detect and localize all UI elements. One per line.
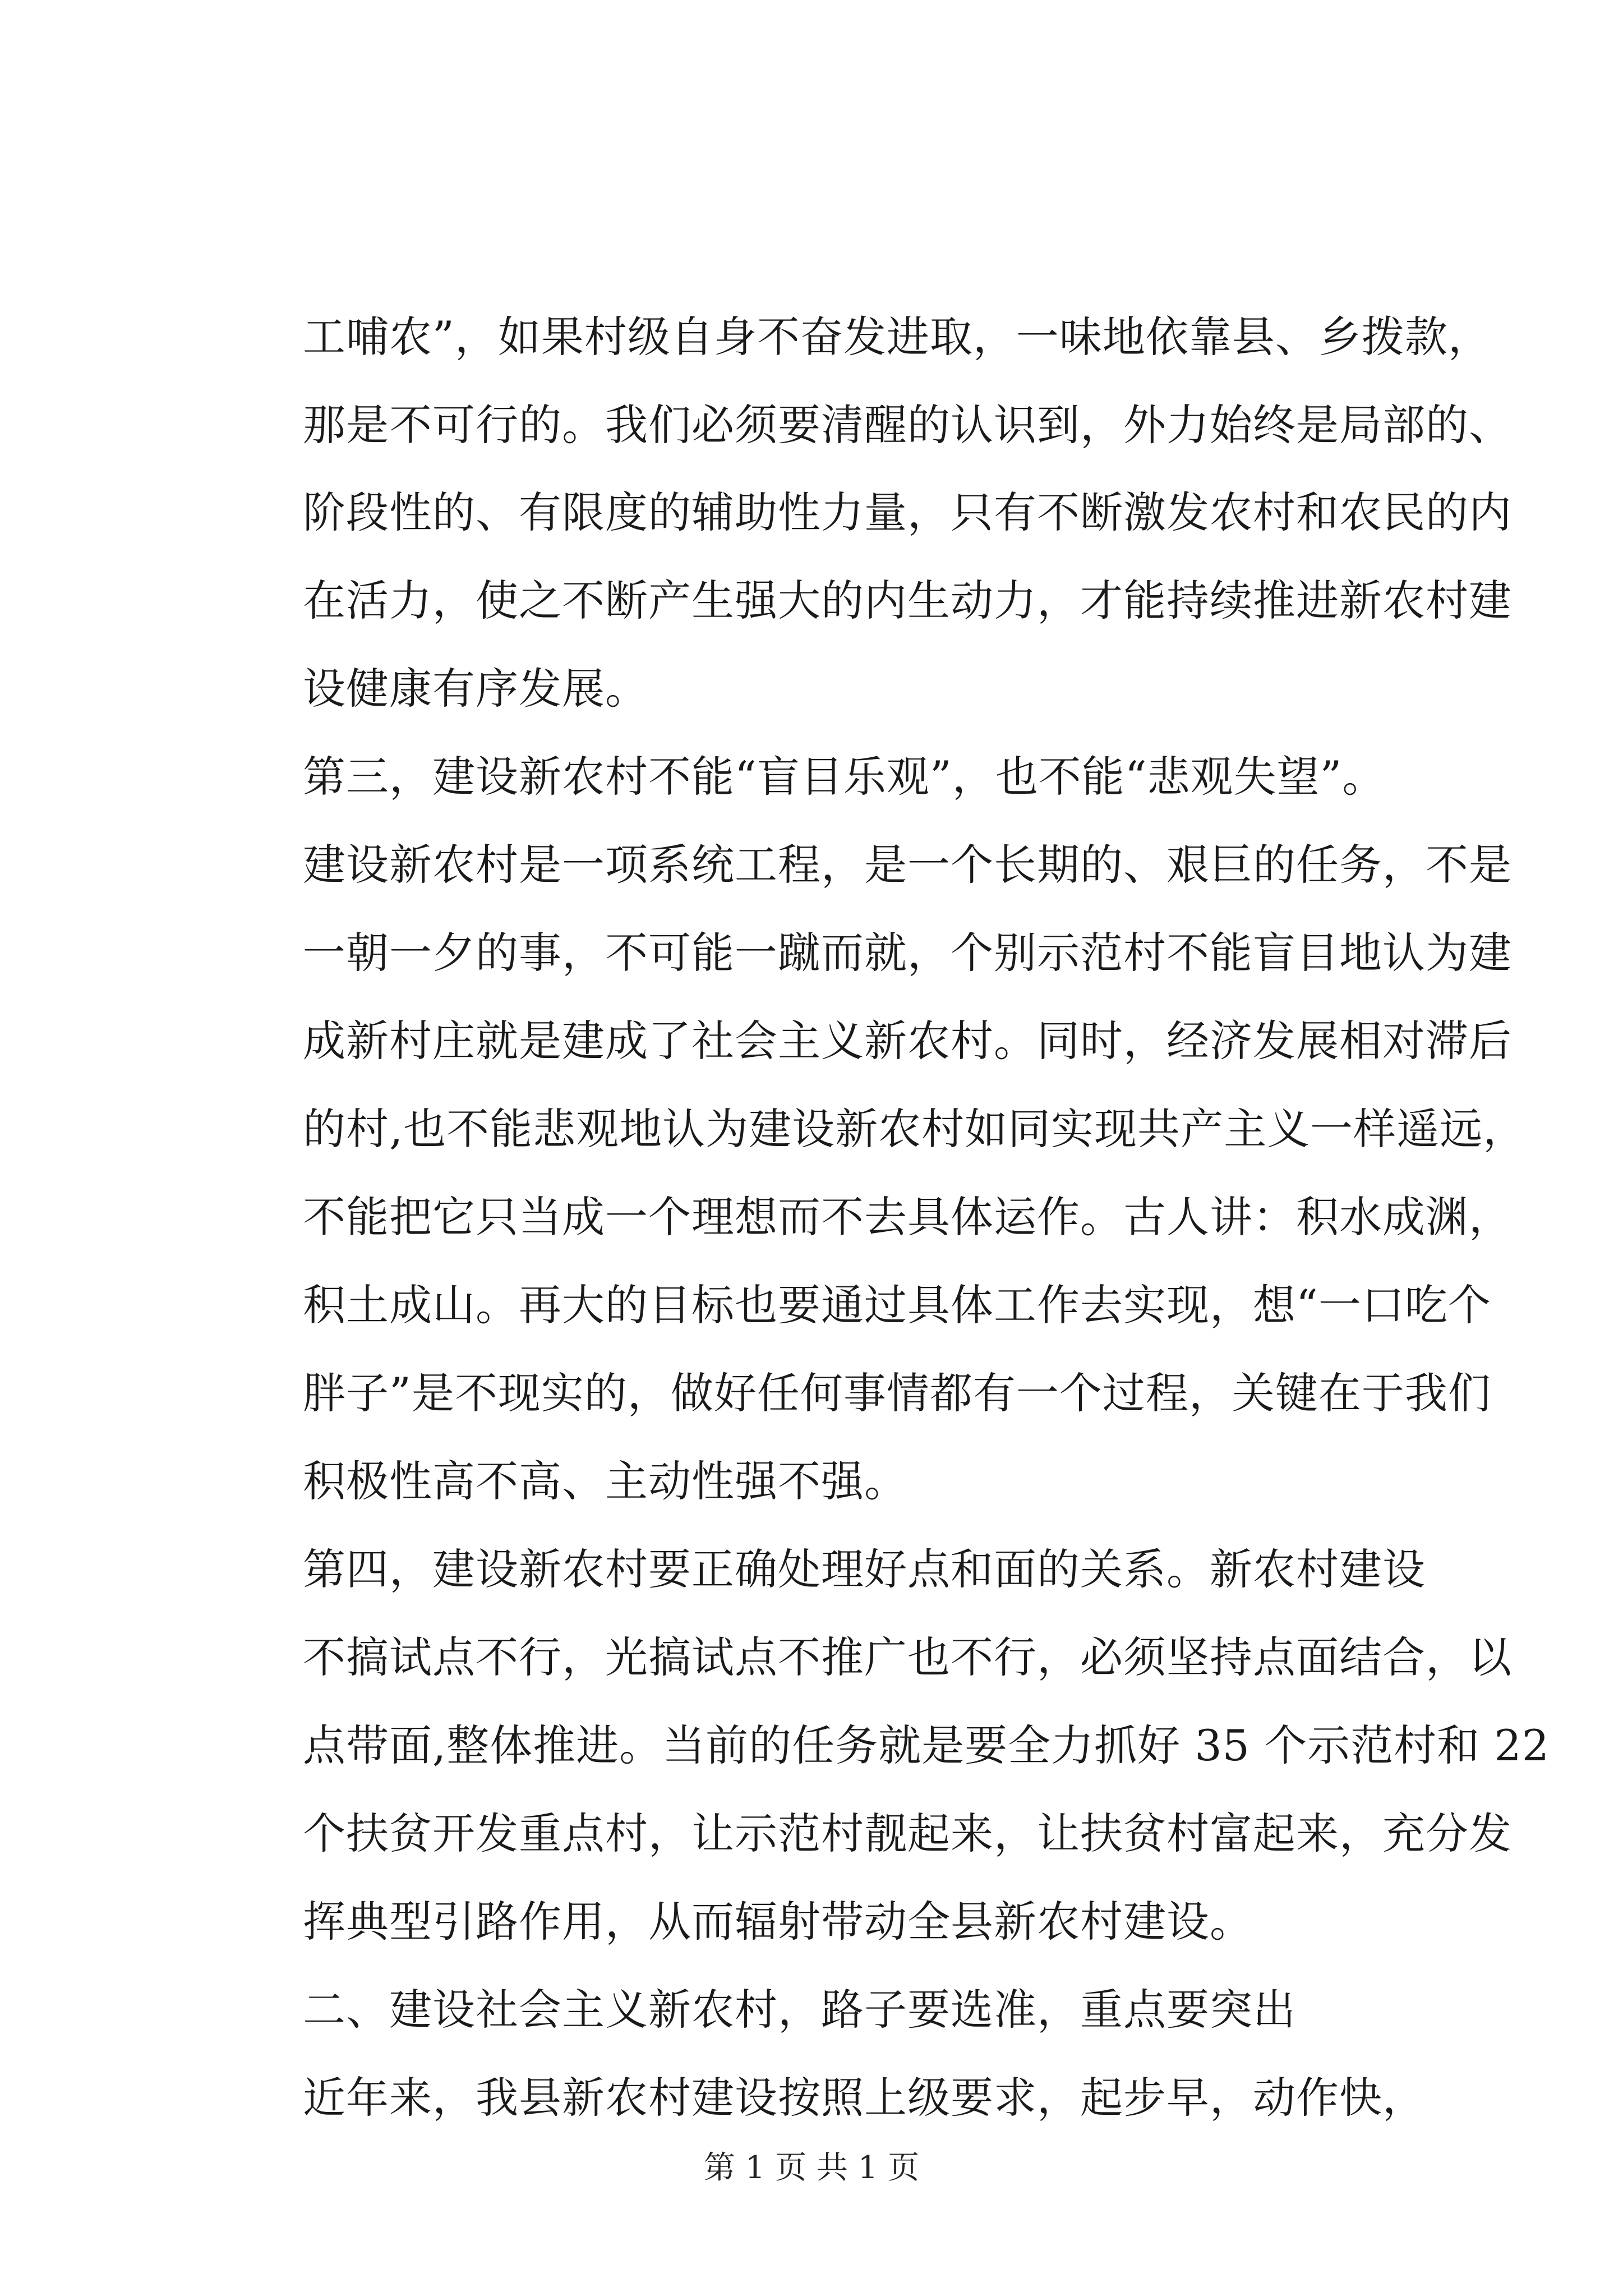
text-line: 胖子”是不现实的，做好任何事情都有一个过程，关键在于我们 (303, 1368, 1491, 1418)
text-line: 挥典型引路作用，从而辐射带动全县新农村建设。 (303, 1897, 1253, 1947)
text-line: 那是不可行的。我们必须要清醒的认识到，外力始终是局部的、 (303, 400, 1512, 450)
text-line: 不能把它只当成一个理想而不去具体运作。古人讲：积水成渊， (303, 1192, 1512, 1242)
text-line: 成新村庄就是建成了社会主义新农村。同时，经济发展相对滞后 (303, 1016, 1512, 1066)
text-line: 的村,也不能悲观地认为建设新农村如同实现共产主义一样遥远， (303, 1104, 1527, 1154)
text-line: 不搞试点不行，光搞试点不推广也不行，必须坚持点面结合，以 (303, 1632, 1512, 1682)
paragraph-start-line: 第四，建设新农村要正确处理好点和面的关系。新农村建设 (303, 1544, 1426, 1594)
text-line: 在活力，使之不断产生强大的内生动力，才能持续推进新农村建 (303, 576, 1512, 625)
text-line: 阶段性的、有限度的辅助性力量，只有不断激发农村和农民的内 (303, 487, 1512, 537)
page-footer: 第 1 页 共 1 页 (703, 2150, 920, 2186)
text-line: 点带面,整体推进。当前的任务就是要全力抓好 35 个示范村和 22 (303, 1720, 1550, 1770)
paragraph-start-line: 近年来，我县新农村建设按照上级要求，起步早，动作快， (303, 2073, 1426, 2123)
text-line: 工哺农”，如果村级自身不奋发进取，一味地依靠县、乡拨款， (303, 312, 1491, 362)
text-line: 一朝一夕的事，不可能一蹴而就，个别示范村不能盲目地认为建 (303, 928, 1512, 978)
paragraph-start-line: 第三，建设新农村不能“盲目乐观”，也不能“悲观失望”。 (303, 752, 1386, 802)
text-line: 积土成山。再大的目标也要通过具体工作去实现，想“一口吃个 (303, 1280, 1491, 1330)
text-line: 积极性高不高、主动性强不强。 (303, 1456, 907, 1506)
text-line: 建设新农村是一项系统工程，是一个长期的、艰巨的任务，不是 (303, 840, 1512, 890)
text-line: 设健康有序发展。 (303, 664, 648, 714)
section-heading: 二、建设社会主义新农村，路子要选准，重点要突出 (303, 1985, 1296, 2035)
text-line: 个扶贫开发重点村，让示范村靓起来，让扶贫村富起来，充分发 (303, 1809, 1512, 1858)
